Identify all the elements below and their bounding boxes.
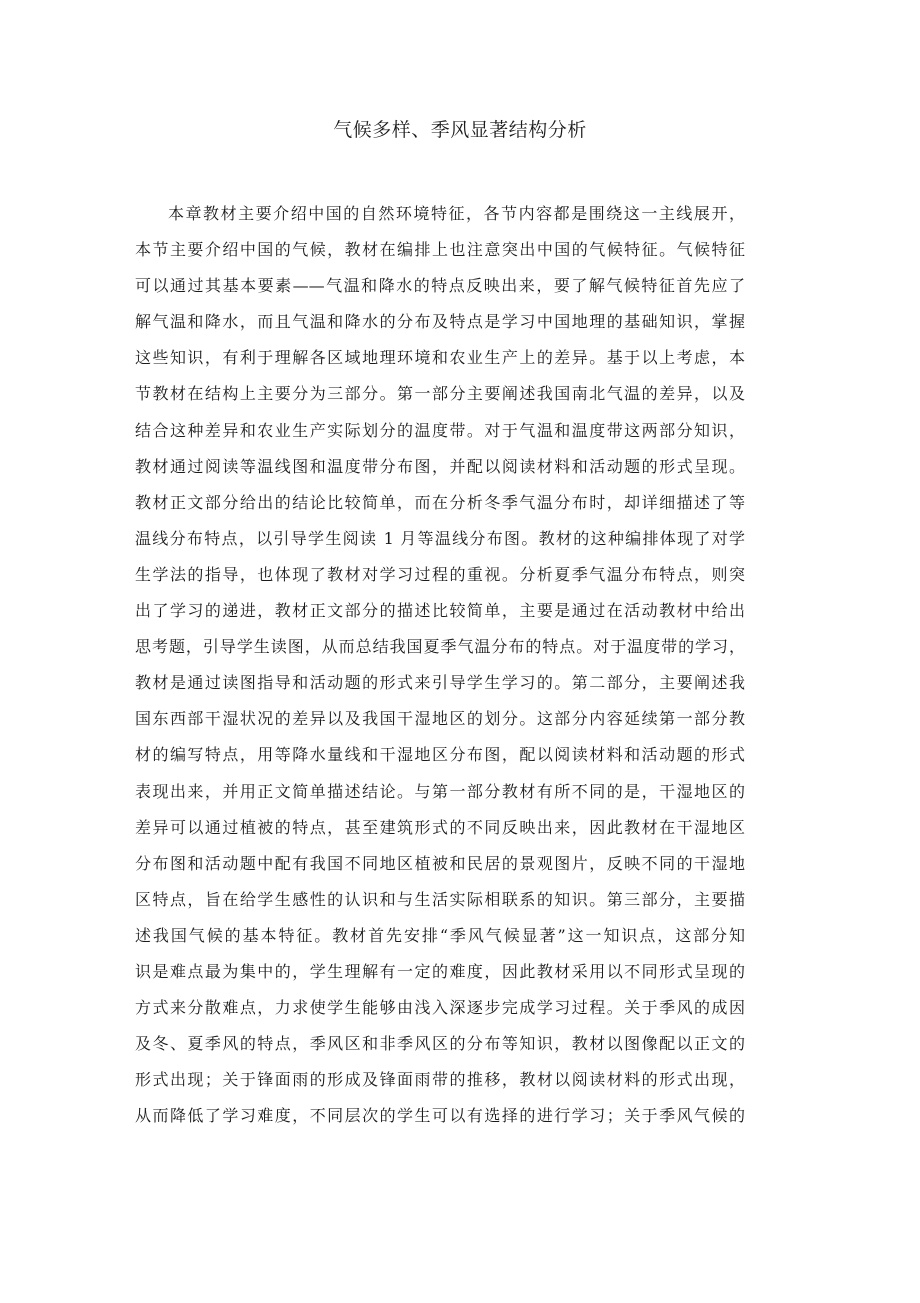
paragraph-line: 出了学习的递进，教材正文部分的描述比较简单，主要是通过在活动教材中给出	[135, 601, 745, 621]
paragraph-line: 差异可以通过植被的特点，甚至建筑形式的不同反映出来，因此教材在干湿地区	[135, 817, 745, 837]
paragraph-line: 本节主要介绍中国的气候，教材在编排上也注意突出中国的气候特征。气候特征	[135, 240, 745, 260]
paragraph-line: 及冬、夏季风的特点，季风区和非季风区的分布等知识，教材以图像配以正文的	[135, 1034, 745, 1054]
paragraph-line: 国东西部干湿状况的差异以及我国干湿地区的划分。这部分内容延续第一部分教	[135, 709, 745, 729]
paragraph-line: 教材正文部分给出的结论比较简单，而在分析冬季气温分布时，却详细描述了等	[135, 492, 745, 512]
paragraph-line: 述我国气候的基本特征。教材首先安排“季风气候显著”这一知识点，这部分知	[135, 925, 745, 945]
paragraph-line: 教材是通过读图指导和活动题的形式来引导学生学习的。第二部分，主要阐述我	[135, 673, 745, 693]
paragraph-line: 结合这种差异和农业生产实际划分的温度带。对于气温和温度带这两部分知识，	[135, 420, 745, 440]
body-paragraph	[135, 196, 745, 1134]
paragraph-line: 方式来分散难点，力求使学生能够由浅入深逐步完成学习过程。关于季风的成因	[135, 998, 745, 1018]
paragraph-line: 温线分布特点，以引导学生阅读 1 月等温线分布图。教材的这种编排体现了对学	[135, 528, 745, 548]
paragraph-line: 表现出来，并用正文简单描述结论。与第一部分教材有所不同的是，干湿地区的	[135, 781, 745, 801]
paragraph-line: 思考题，引导学生读图，从而总结我国夏季气温分布的特点。对于温度带的学习，	[135, 637, 745, 657]
paragraph-line: 生学法的指导，也体现了教材对学习过程的重视。分析夏季气温分布特点，则突	[135, 564, 745, 584]
paragraph-line: 本章教材主要介绍中国的自然环境特征，各节内容都是围绕这一主线展开，	[168, 204, 745, 223]
paragraph-line: 识是难点最为集中的，学生理解有一定的难度，因此教材采用以不同形式呈现的	[135, 961, 745, 981]
paragraph-line: 这些知识，有利于理解各区域地理环境和农业生产上的差异。基于以上考虑，本	[135, 348, 745, 368]
paragraph-line: 节教材在结构上主要分为三部分。第一部分主要阐述我国南北气温的差异，以及	[135, 384, 745, 404]
paragraph-line: 分布图和活动题中配有我国不同地区植被和民居的景观图片，反映不同的干湿地	[135, 853, 745, 873]
paragraph-line: 从而降低了学习难度，不同层次的学生可以有选择的进行学习；关于季风气候的	[135, 1106, 745, 1126]
document-title: 气候多样、季风显著结构分析	[333, 119, 587, 141]
paragraph-line: 可以通过其基本要素——气温和降水的特点反映出来，要了解气候特征首先应了	[135, 276, 745, 296]
paragraph-line: 材的编写特点，用等降水量线和干湿地区分布图，配以阅读材料和活动题的形式	[135, 745, 745, 765]
paragraph-line: 区特点，旨在给学生感性的认识和与生活实际相联系的知识。第三部分，主要描	[135, 889, 745, 909]
paragraph-line: 解气温和降水，而且气温和降水的分布及特点是学习中国地理的基础知识，掌握	[135, 312, 745, 332]
paragraph-line: 形式出现；关于锋面雨的形成及锋面雨带的推移，教材以阅读材料的形式出现，	[135, 1070, 745, 1090]
paragraph-line: 教材通过阅读等温线图和温度带分布图，并配以阅读材料和活动题的形式呈现。	[135, 456, 745, 476]
